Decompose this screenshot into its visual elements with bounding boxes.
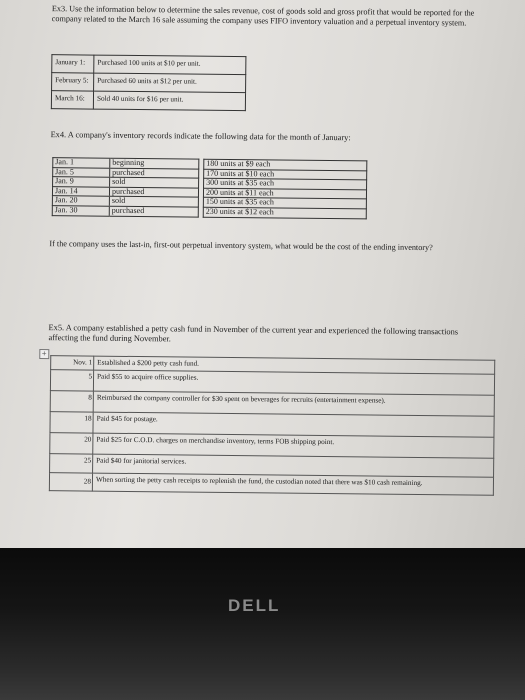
ex5-day-cell: 28 <box>49 473 92 491</box>
ex5-day-cell: 20 <box>50 433 93 454</box>
ex3-date-cell: March 16: <box>51 91 93 109</box>
dell-logo: DELL <box>228 596 281 615</box>
ex4-date-cell: Jan. 30 <box>52 206 109 216</box>
ex4-type-cell: beginning <box>110 158 199 169</box>
ex4-detail-cell: 300 units at $35 each <box>204 178 367 189</box>
ex5-day-cell: 25 <box>50 454 93 473</box>
ex5-desc-cell: Paid $25 for C.O.D. charges on merchandise inventory, terms FOB shipping point. <box>93 433 494 458</box>
ex4-question: If the company uses the last-in, first-out perpetual inventory system, what would be the cost of the ending inventory? <box>49 239 433 253</box>
ex4-detail-cell: 180 units at $9 each <box>204 159 367 170</box>
ex4-detail-cell: 150 units at $35 each <box>203 198 366 209</box>
ex5-table <box>49 355 495 496</box>
ex4-detail-cell: 230 units at $12 each <box>203 207 366 218</box>
ex5-desc-cell: Paid $45 for postage. <box>93 412 494 437</box>
ex4-date-cell: Jan. 1 <box>53 158 110 168</box>
ex5-desc-cell: When sorting the petty cash receipts to replenish the fund, the custodian noted that there was $10 cash remaining. <box>92 473 493 495</box>
ex3-instructions: Ex3. Use the information below to determine the sales revenue, cost of goods sold and gross profit that would be reported for the company related to the March 16 sale assuming the company uses FIFO inventory valuation and a perpetual inventory system. <box>51 4 475 28</box>
ex4-detail-cell: 200 units at $11 each <box>203 188 366 199</box>
table-row <box>52 55 246 75</box>
ex5-day-cell: 18 <box>50 412 93 433</box>
ex4-type-cell: sold <box>109 197 198 208</box>
ex3-desc-cell: Purchased 60 units at $12 per unit. <box>94 73 246 93</box>
ex5-day-cell: Nov. 1 <box>51 356 94 370</box>
ex3-desc-cell: Purchased 100 units at $10 per unit. <box>94 55 246 75</box>
table-row <box>52 73 246 93</box>
ex4-type-cell: purchased <box>109 187 198 198</box>
ex3-date-cell: January 1: <box>52 55 94 73</box>
ex4-type-cell: sold <box>110 177 199 188</box>
table-row <box>49 473 493 496</box>
monitor-bezel <box>0 548 525 700</box>
ex4-table <box>52 157 368 219</box>
ex5-day-cell: 5 <box>50 370 93 391</box>
ex4-type-cell: purchased <box>110 168 199 179</box>
ex3-table <box>51 54 247 111</box>
ex5-instructions: Ex5. A company established a petty cash fund in November of the current year and experienced the following transactions affecting the fund during November. <box>48 323 459 344</box>
ex5-day-cell: 8 <box>50 391 93 412</box>
ex4-detail-cell: 170 units at $10 each <box>204 169 367 180</box>
table-expand-icon[interactable]: + <box>39 349 49 359</box>
ex5-desc-cell: Established a $200 petty cash fund. <box>94 356 495 374</box>
document-page <box>34 0 505 560</box>
table-row <box>52 206 366 219</box>
table-row <box>51 91 245 111</box>
ex4-date-cell: Jan. 5 <box>53 167 110 177</box>
ex4-heading: Ex4. A company's inventory records indicate the following data for the month of January: <box>50 130 351 143</box>
ex3-date-cell: February 5: <box>52 73 94 91</box>
ex4-type-cell: purchased <box>109 206 198 217</box>
ex5-desc-cell: Reimbursed the company controller for $30 spent on beverages for recruits (entertainment expense). <box>93 391 494 416</box>
ex3-desc-cell: Sold 40 units for $16 per unit. <box>93 91 245 111</box>
ex4-date-cell: Jan. 9 <box>53 177 110 187</box>
ex4-date-cell: Jan. 20 <box>52 196 109 206</box>
ex4-date-cell: Jan. 14 <box>52 186 109 196</box>
ex5-desc-cell: Paid $40 for janitorial services. <box>93 454 494 477</box>
ex5-desc-cell: Paid $55 to acquire office supplies. <box>93 370 494 395</box>
